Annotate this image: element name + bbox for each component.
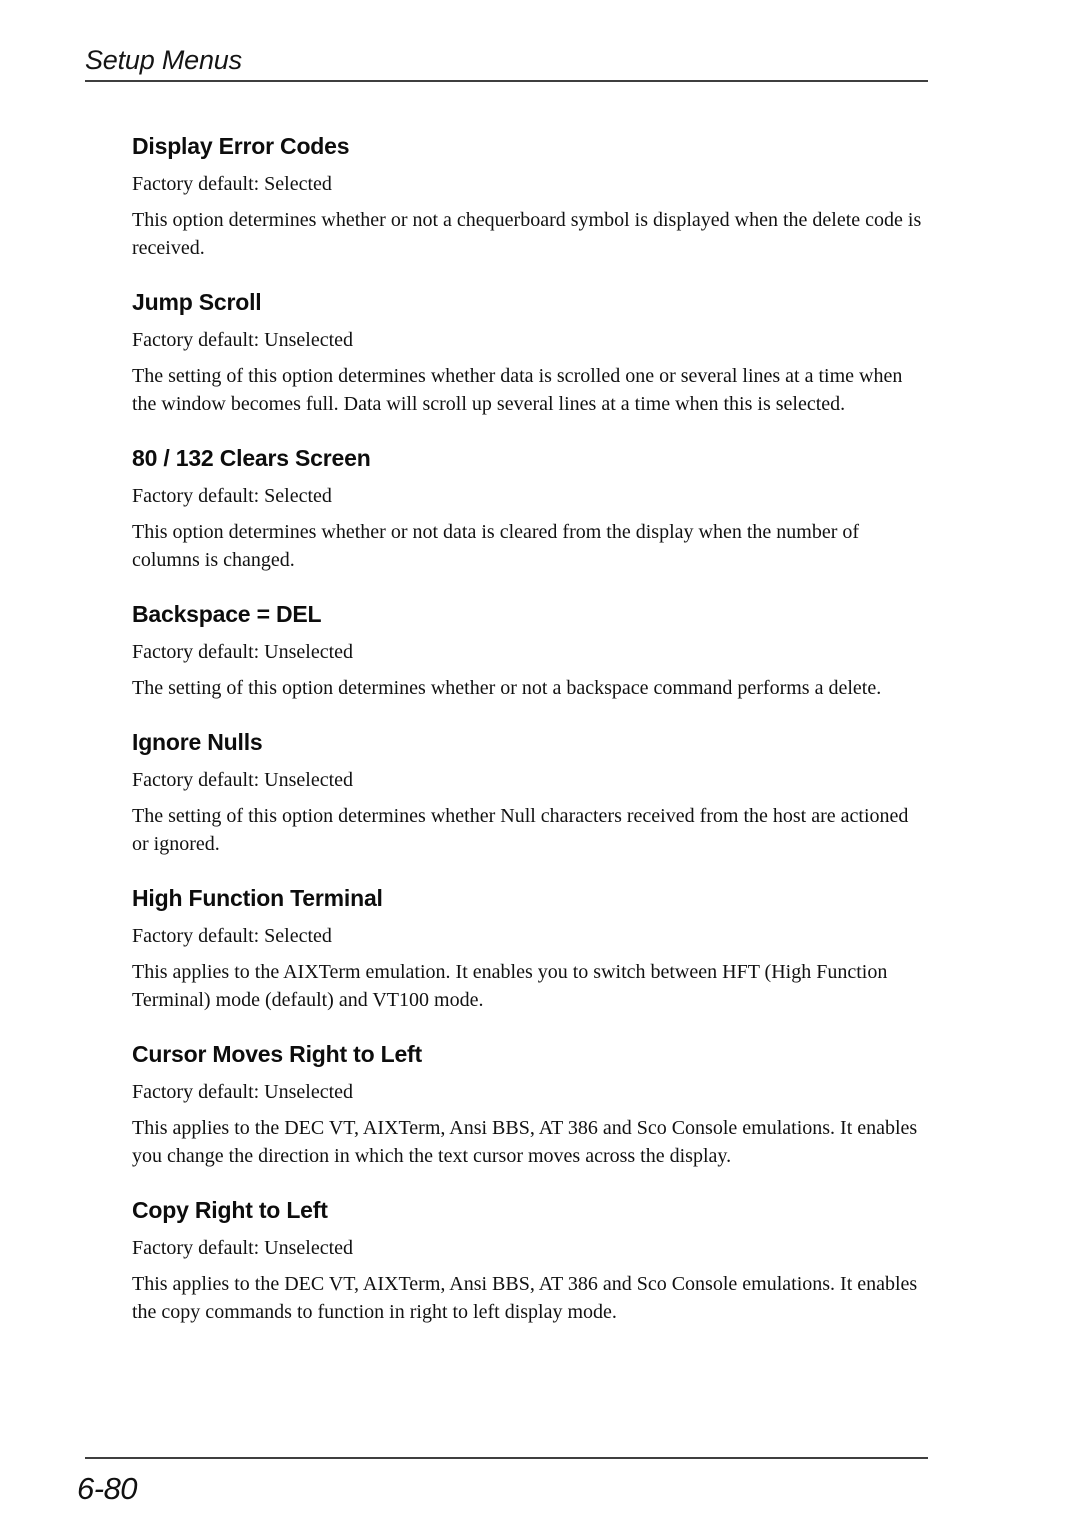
factory-default-line: Factory default: Selected bbox=[132, 485, 332, 507]
running-header bbox=[85, 44, 928, 82]
factory-default-line: Factory default: Selected bbox=[132, 173, 332, 195]
option-description: This applies to the AIXTerm emulation. It enables you to switch between HFT (High Function Terminal) mode (default) and VT100 mode. bbox=[132, 961, 888, 1011]
option-section-80-132-clears-screen bbox=[132, 444, 927, 574]
option-heading: Copy Right to Left bbox=[132, 1197, 328, 1223]
option-heading: 80 / 132 Clears Screen bbox=[132, 445, 371, 471]
option-description: The setting of this option determines whether Null characters received from the host are actioned or ignored. bbox=[132, 805, 909, 855]
option-section-display-error-codes bbox=[132, 132, 927, 262]
option-description: This option determines whether or not data is cleared from the display when the number of columns is changed. bbox=[132, 521, 860, 571]
page-number: 6-80 bbox=[77, 1471, 138, 1506]
option-section-high-function-terminal bbox=[132, 884, 927, 1014]
option-heading: Jump Scroll bbox=[132, 289, 262, 315]
option-heading: High Function Terminal bbox=[132, 885, 383, 911]
factory-default-line: Factory default: Unselected bbox=[132, 1237, 354, 1259]
option-section-ignore-nulls bbox=[132, 728, 927, 858]
page-footer bbox=[77, 1457, 928, 1507]
option-heading: Ignore Nulls bbox=[132, 729, 263, 755]
factory-default-line: Factory default: Unselected bbox=[132, 769, 354, 791]
factory-default-line: Factory default: Unselected bbox=[132, 641, 354, 663]
factory-default-line: Factory default: Unselected bbox=[132, 329, 354, 351]
option-description: This option determines whether or not a chequerboard symbol is displayed when the delete code is received. bbox=[132, 209, 922, 259]
running-header-title: Setup Menus bbox=[85, 45, 242, 75]
page-content bbox=[0, 82, 927, 1326]
option-section-jump-scroll bbox=[132, 288, 927, 418]
factory-default-line: Factory default: Unselected bbox=[132, 1081, 354, 1103]
option-section-copy-right-to-left bbox=[132, 1196, 927, 1326]
factory-default-line: Factory default: Selected bbox=[132, 925, 332, 947]
option-description: The setting of this option determines whether or not a backspace command performs a delete. bbox=[132, 677, 882, 699]
option-section-cursor-moves-right-to-left bbox=[132, 1040, 927, 1170]
option-heading: Backspace = DEL bbox=[132, 601, 322, 627]
option-description: This applies to the DEC VT, AIXTerm, Ansi BBS, AT 386 and Sco Console emulations. It enables the copy commands to function in right to left display mode. bbox=[132, 1273, 918, 1323]
option-description: This applies to the DEC VT, AIXTerm, Ansi BBS, AT 386 and Sco Console emulations. It enables you change the direction in which the text cursor moves across the display. bbox=[132, 1117, 918, 1167]
option-section-backspace-del bbox=[132, 600, 927, 702]
option-description: The setting of this option determines whether data is scrolled one or several lines at a time when the window becomes full. Data will scroll up several lines at a time when this is selected. bbox=[132, 365, 903, 415]
option-heading: Display Error Codes bbox=[132, 133, 350, 159]
option-heading: Cursor Moves Right to Left bbox=[132, 1041, 422, 1067]
